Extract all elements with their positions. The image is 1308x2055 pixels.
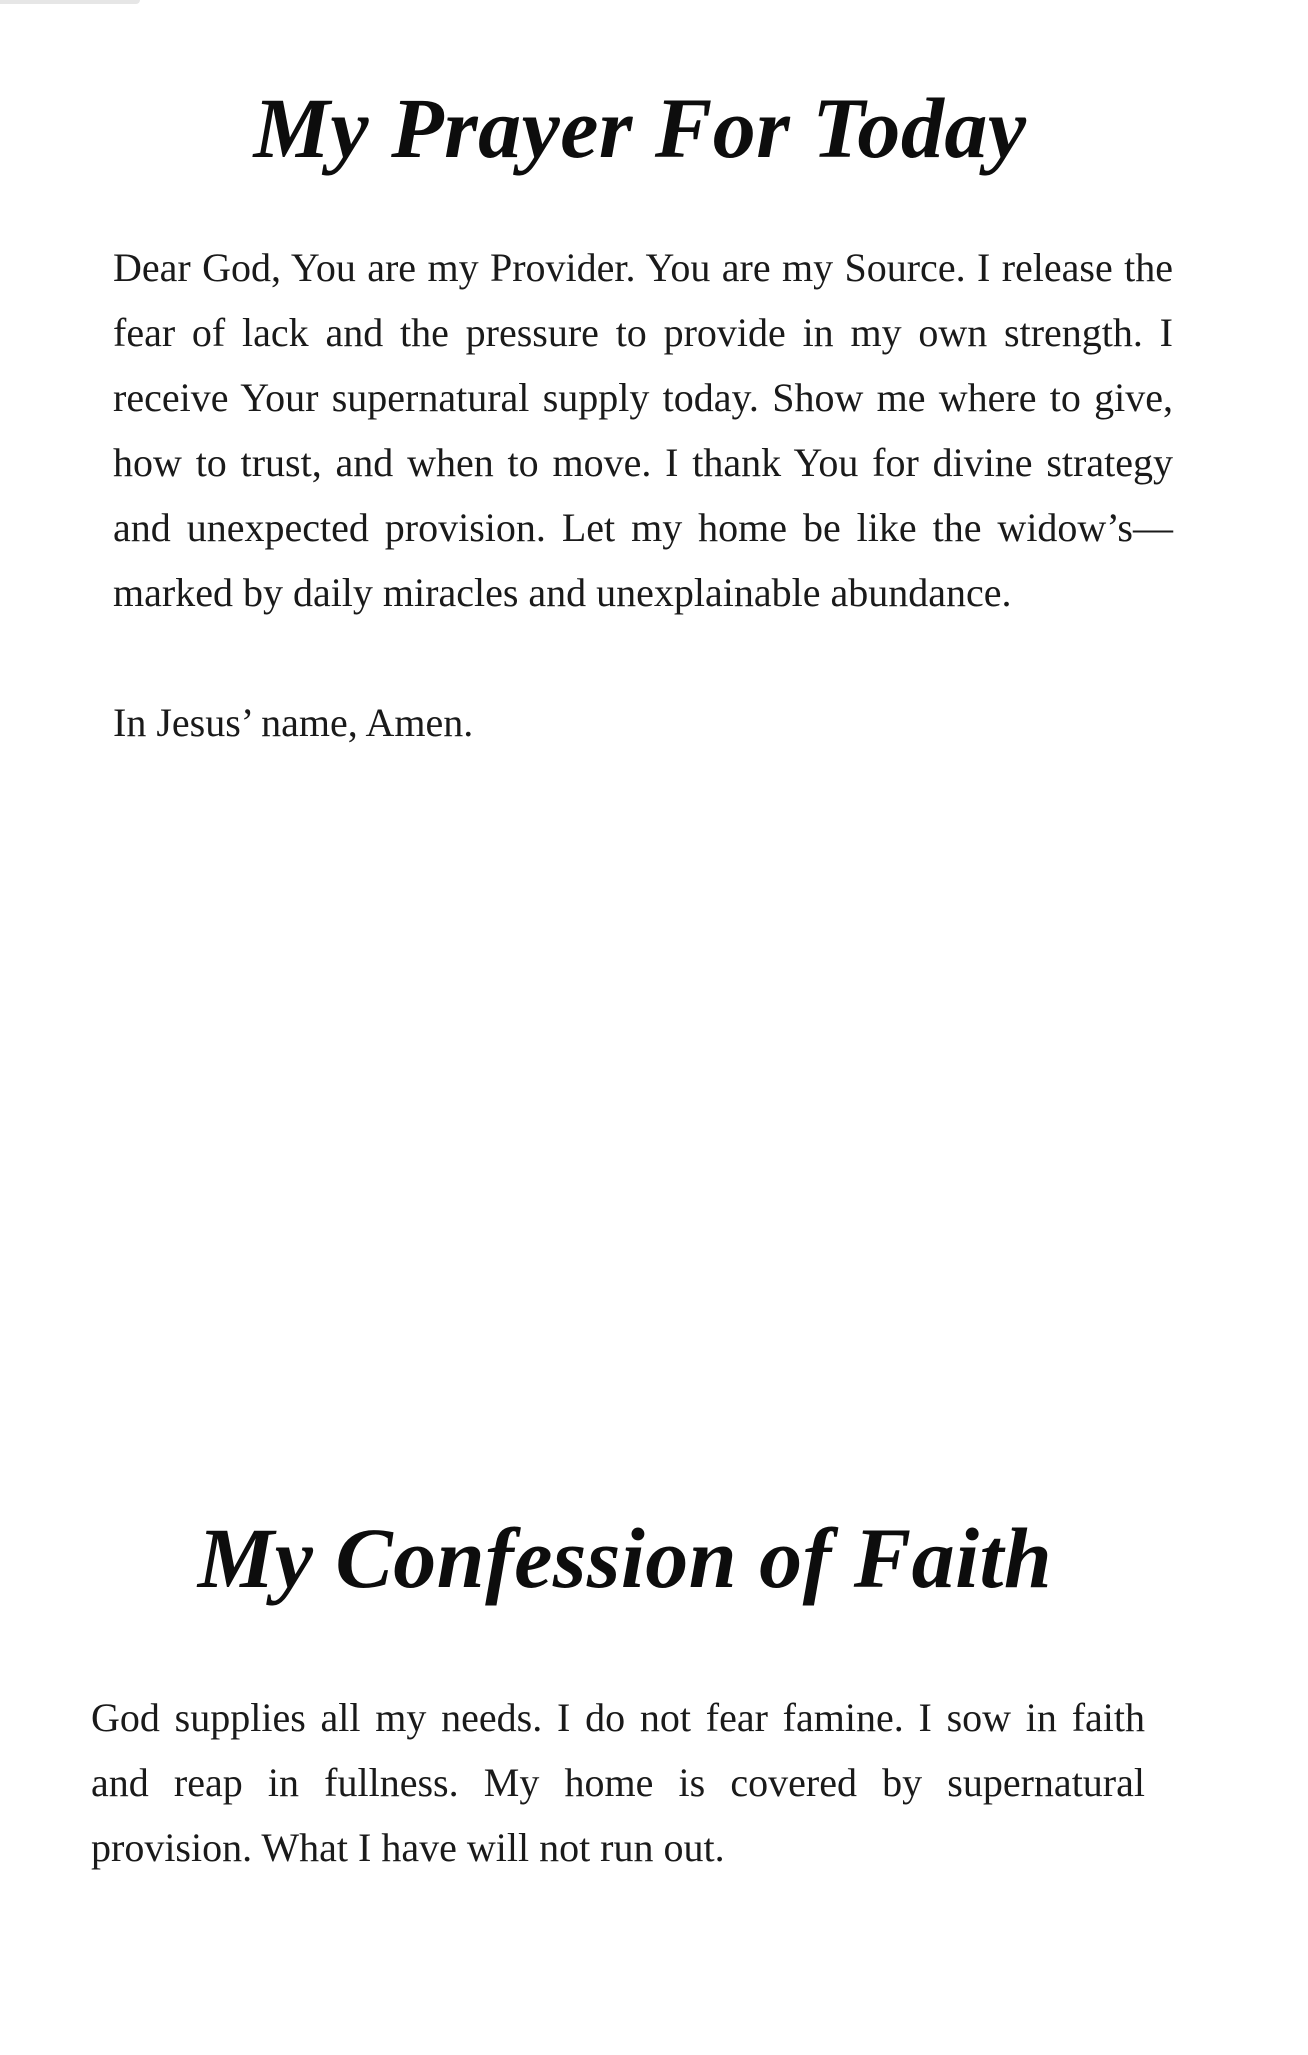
confession-body: God supplies all my needs. I do not fear famine. I sow in faith and reap in fullness. My home is covered by supernatural provision. What I have will not run out. bbox=[91, 1695, 1145, 1870]
page-corner-mark bbox=[0, 0, 140, 4]
prayer-body: Dear God, You are my Provider. You are my Source. I release the fear of lack and the pressure to provide in my own strength. I receive Your supernatural supply today. Show me where to give, how to trust, and when to move. I thank You for divine strategy and unexpected provision. Let my home be like the widow’s—marked by daily miracles and unexplainable abundance. bbox=[113, 245, 1173, 615]
prayer-title: My Prayer For Today bbox=[253, 80, 1027, 176]
prayer-closing: In Jesus’ name, Amen. bbox=[113, 700, 474, 745]
confession-title: My Confession of Faith bbox=[197, 1510, 1053, 1606]
